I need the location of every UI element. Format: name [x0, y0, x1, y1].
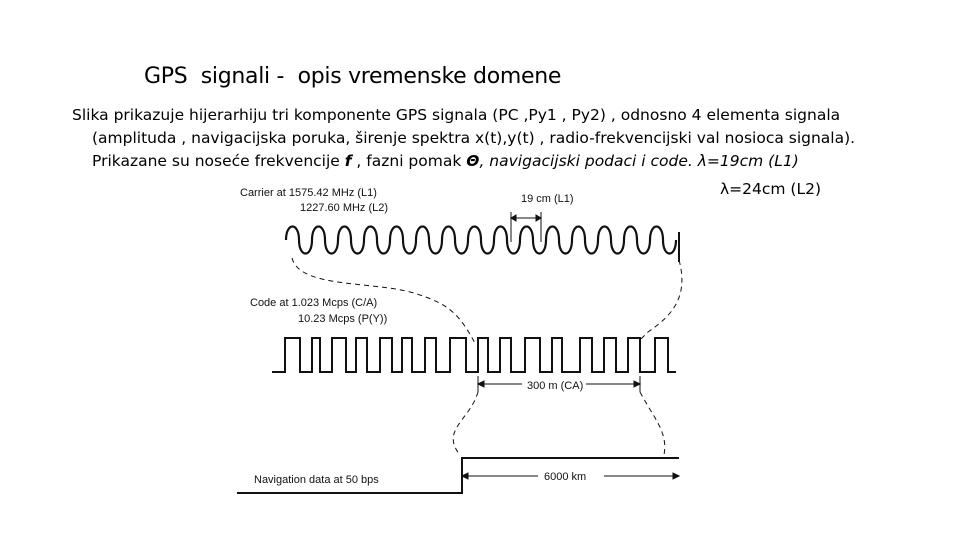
- phase-symbol: Θ: [466, 152, 480, 170]
- l2-wavelength-note: λ=24cm (L2): [720, 180, 822, 198]
- code-label-ca: Code at 1.023 Mcps (C/A): [250, 297, 378, 309]
- frequency-symbol: f: [344, 152, 352, 170]
- nav-data-label: Navigation data at 50 bps: [254, 474, 379, 486]
- code-square-wave: [272, 338, 676, 372]
- code-label-py: 10.23 Mcps (P(Y)): [298, 313, 388, 325]
- paragraph-line-2: (amplituda , navigacijska poruka, širenje spektra x(t),y(t) , radio-frekvencijski val nosioca signala).: [92, 129, 856, 147]
- wavelength-label: 19 cm (L1): [521, 193, 574, 205]
- paragraph-line-1: Slika prikazuje hijerarhiju tri komponente GPS signala (PC ,Py1 , Py2) , odnosno 4 elementa signala: [72, 106, 841, 124]
- paragraph-line-3-mid: , fazni pomak: [351, 152, 467, 170]
- nav-length-label: 6000 km: [544, 471, 587, 483]
- paragraph-line-3-end: , navigacijski podaci i code. λ=19cm (L1): [479, 152, 799, 170]
- code-length-label: 300 m (CA): [527, 380, 584, 392]
- carrier-label-l1: Carrier at 1575.42 MHz (L1): [240, 187, 377, 199]
- carrier-label-l2: 1227.60 MHz (L2): [300, 202, 389, 214]
- paragraph-line-3-start: Prikazane su noseće frekvencije: [92, 152, 345, 170]
- slide-title: GPS signali - opis vremenske domene: [144, 64, 562, 89]
- carrier-wave: [286, 227, 676, 254]
- code-to-nav-guides: [453, 392, 664, 455]
